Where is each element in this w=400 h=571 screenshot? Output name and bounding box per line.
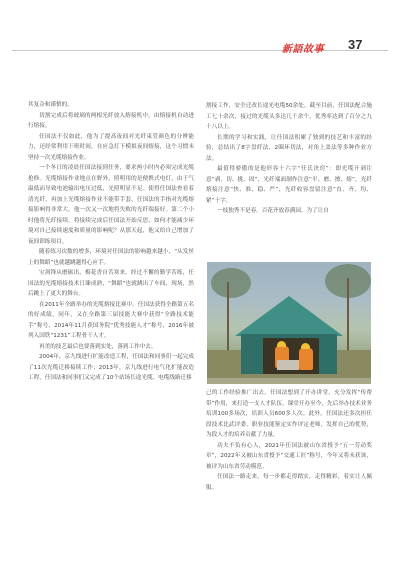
tree-trunk (227, 282, 229, 352)
paragraph: 2004年，京九线进行扩能改造工程，任国法和同事们一起完成了11次光缆迁移接续工作；2013年，京九线进行电气化扩能改造工程，任国法和同事们又完成了10个站场长途光缆、电缆线路迁移 (28, 354, 194, 381)
paragraph: 在2011年全路举办的光缆熔接比赛中，任国法获得全路第五名的好成绩，同年，又在全路第三届技能大赛中获得“全路技术能手”称号，2014年11月获国务院“优秀技能人才”称号，2016年被列入国铁“1231”工程骨干人才。 (28, 301, 194, 339)
tree-foliage (211, 268, 251, 298)
paragraph: 任国法不仅如此，他为了提高夜间对光纤束管颜色的分辨能力，还经常利用下班时间，在应急灯下模拟夜间熔接，这个习惯未坚持一次光缆熔接作业。 (28, 133, 194, 161)
paragraph: 任国法一路走来，每一步都走得踏实，走得精彩，着实让人佩服。 (206, 474, 372, 491)
paragraph: 切割完成后将玻璃的两根光纤放入熔接机中，由熔接机自动进行熔接。 (28, 112, 194, 129)
tree-trunk (347, 278, 349, 352)
paragraph: 割接工作，安全迁改长途光电缆50余处，截至目前，任国法配合施工七十余次，接过的光缆头多达几千余个，优秀率达到了百分之九十八以上。 (206, 103, 372, 130)
page-number: 37 (348, 37, 363, 52)
left-column (28, 100, 194, 384)
equipment-box (277, 360, 299, 370)
paragraph: 一枝独秀不是春，百花齐放春满园。为了让自 (217, 208, 329, 214)
helmet (277, 341, 286, 347)
paragraph: 宝剑锋从磨砺出，梅花香自苦寒来。经过不懈的勤学苦练，任国法的光缆熔接技术日臻成熟，“舞蹈”也就跳出了车间、现场，然后跳上了更大的舞台。 (28, 270, 194, 297)
right-column-top (206, 101, 372, 217)
paragraph: 一个冬日的凌晨任国法接到任务，要求两小时内必须完成光缆抢修。光缆熔接作业地点在野外，照明用的是便携式电灯，由于气温低而导致电池输出电压过低，光照明显不足。使得任国法查看着清光纤，再加上光缆熔接作业不能带手套，任国法的手指对光缆熔接影响得非常大。他一次又一次地将失败的光纤端接好。第二个小时他将光纤接续，将接续完成后任国法开始反思，如何才能减少环境对自己接续速度和质量的影响呢？从那天起，他又给自己增加了夜间训练项目。 (28, 165, 194, 245)
tent-workers-photo (207, 262, 371, 384)
paragraph: 功夫不负有心人，2021年任国法被山东省授予“五一劳动奖章”，2022年又被山东省授予“交通工匠”称号，今年又将未获该，被评为山东省劳动模范。 (206, 442, 372, 470)
paragraph: 己的工作经验推广出去，任国法想到了开办讲堂，充分发挥“传帮带”作用，来打造一支人才队伍。课堂开办至今，先后举办技术业务培训100多场次，培训人员600多人次。此外，任国法还多次担任段技术比武评委、职业技能鉴定实作评定老师，发挥自己的优势，为段人才的培养贡献了力量。 (206, 390, 372, 438)
section-tag: 新語故事 (282, 44, 324, 55)
header-divider (12, 50, 388, 51)
paragraph: 再美的技艺最后也要落到实处，落到工作中去。 (39, 343, 157, 350)
worker-figure (299, 348, 313, 370)
photo-bottom-strip (207, 378, 371, 384)
paragraph: 最值得骄傲的是他形容十六字“任氏诀窍”：即光缆开剥注意“剥、切、挑、固”，光纤端面制作注意“平、磨、擦、熔”，光纤熔接注意“快、准、稳、严”，光纤收容盘留注意“直、齐、均、紧”十字。 (206, 166, 372, 204)
tent-roof (235, 296, 343, 336)
paragraph: 其复杂和谨慎的。 (28, 102, 73, 108)
right-column-bottom (206, 388, 372, 493)
helmet (301, 343, 310, 349)
paragraph: 随着练习次数的增多，环境对任国法的影响越来越小，“从发丝上的舞蹈”也就越跳越得心应手。 (28, 249, 194, 266)
paragraph: 长期的学习和实践，让任国法积累了独到的技艺和丰富的经验，总结出了8字盘纤法、2圈环切法，对角上盖法等多种作业方法。 (206, 134, 372, 162)
